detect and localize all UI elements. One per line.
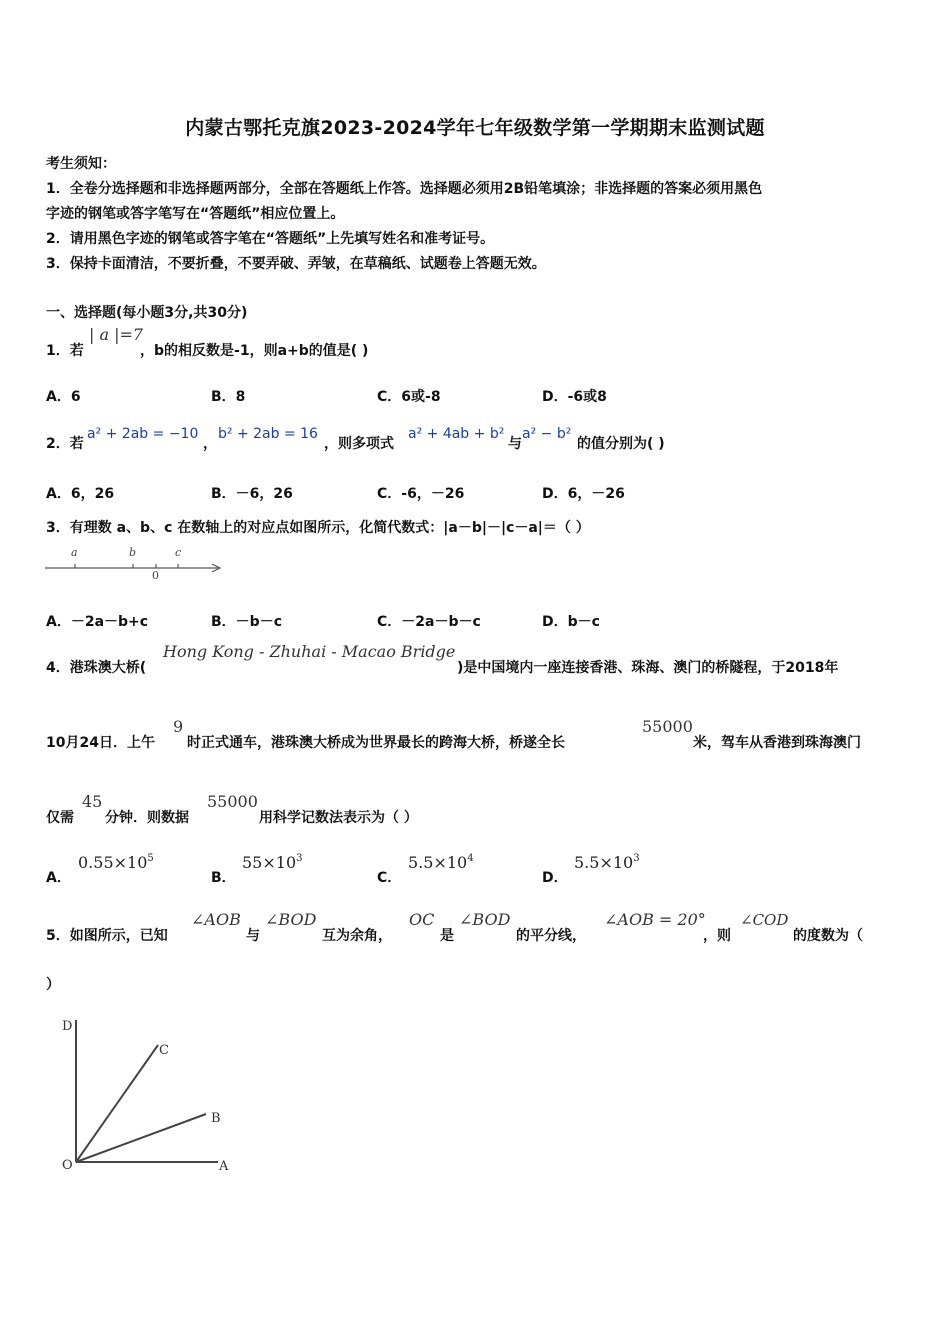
q4-option-c-value: $5.5\times 10^4$: [408, 853, 474, 872]
q3-option-b: B．－b－c: [211, 614, 282, 630]
q4-line2-c: 米，驾车从香港到珠海澳门: [693, 735, 861, 751]
q1-prefix: 1．若: [46, 343, 84, 359]
point-label-c: C: [159, 1043, 169, 1058]
q2-option-d: D．6，－26: [542, 486, 625, 502]
q3-option-c: C．－2a－b－c: [377, 614, 481, 630]
q5-angle-bod-2: ∠BOD: [459, 910, 511, 929]
q2-mid: ，则多项式: [324, 436, 394, 452]
notice-line-1a: 1．全卷分选择题和非选择题两部分，全部在答题纸上作答。选择题必须用2B铅笔填涂；非选择题的答案必须用黑色: [46, 181, 763, 197]
q5-is: 是: [440, 928, 454, 944]
q4-option-b-value: $55\times 10^3$: [242, 853, 303, 872]
q4-option-c-label: C．: [377, 870, 402, 886]
q1-option-d: D．-6或8: [542, 389, 607, 405]
q4-option-b-label: B．: [211, 870, 236, 886]
q2-option-c: C．-6，－26: [377, 486, 465, 502]
q3-option-d: D．b－c: [542, 614, 600, 630]
number-line-figure: [44, 542, 226, 580]
q4-nine: 9: [173, 717, 184, 736]
point-label-d: D: [62, 1019, 73, 1034]
q5-angle-bod: ∠BOD: [265, 910, 317, 929]
q2-option-b: B．－6，26: [211, 486, 293, 502]
q1-suffix: ，b的相反数是-1，则a+b的值是( ): [140, 343, 369, 359]
q4-bridge-name: Hong Kong - Zhuhai - Macao Bridge: [163, 642, 456, 661]
section-heading: 一、选择题(每小题3分,共30分): [46, 305, 248, 321]
q1-option-c: C．6或-8: [377, 389, 441, 405]
q5-complementary: 互为余角，: [322, 928, 392, 944]
q1-option-a: A．6: [46, 389, 81, 405]
notice-line-2: 2．请用黑色字迹的钢笔或答字笔在“答题纸”上先填写姓名和准考证号。: [46, 231, 495, 247]
q5-prefix: 5．如图所示，已知: [46, 928, 168, 944]
q5-ray-oc: OC: [409, 910, 435, 929]
axis-label-a: a: [71, 546, 78, 559]
q2-math-4: a² − b²: [522, 426, 572, 442]
axis-label-zero: 0: [152, 569, 159, 580]
q5-with: 与: [246, 928, 260, 944]
axis-label-c: c: [175, 546, 182, 559]
notice-heading: 考生须知：: [46, 156, 116, 172]
q4-minutes: 45: [82, 792, 103, 811]
q4-option-d-value: $5.5\times 10^3$: [574, 853, 640, 872]
notice-line-1b: 字迹的钢笔或答字笔写在“答题纸”相应位置上。: [46, 206, 345, 222]
q4-length: 55000: [642, 717, 693, 736]
q4-data: 55000: [207, 792, 258, 811]
q5-close-paren: ）: [46, 977, 60, 993]
point-label-b: B: [211, 1111, 221, 1126]
q4-option-a-value: $0.55\times 10^5$: [78, 853, 154, 872]
notice-line-3: 3．保持卡面清洁，不要折叠，不要弄破、弄皱，在草稿纸、试题卷上答题无效。: [46, 256, 546, 272]
q1-math: | a |=7: [89, 325, 144, 344]
q4-line2-a: 10月24日．上午: [46, 735, 155, 751]
q4-prefix: 4．港珠澳大桥(: [46, 660, 147, 676]
q4-option-d-label: D．: [542, 870, 568, 886]
q4-line3-c: 用科学记数法表示为（ ）: [259, 810, 418, 826]
q4-line3-b: 分钟．则数据: [105, 810, 189, 826]
page-title: 内蒙古鄂托克旗2023-2024学年七年级数学第一学期期末监测试题: [185, 117, 765, 139]
point-label-a: A: [219, 1159, 229, 1174]
q2-prefix: 2．若: [46, 436, 84, 452]
q2-option-a: A．6，26: [46, 486, 115, 502]
ray-oc: [76, 1045, 158, 1162]
q5-angle-cod: ∠COD: [740, 911, 789, 929]
q2-suffix: 的值分别为( ): [577, 436, 665, 452]
point-label-o: O: [62, 1158, 73, 1173]
q5-bisector: 的平分线，: [516, 928, 586, 944]
q1-option-b: B．8: [211, 389, 246, 405]
q5-angle-aob: ∠AOB: [191, 910, 241, 929]
q2-math-1: a² + 2ab = −10: [87, 426, 199, 442]
ray-ob: [76, 1114, 206, 1162]
q2-with: 与: [508, 436, 522, 452]
q2-math-2: b² + 2ab = 16: [218, 426, 318, 442]
q2-math-3: a² + 4ab + b²: [408, 426, 505, 442]
q5-suffix: 的度数为（: [793, 928, 863, 944]
q4-line3-a: 仅需: [46, 810, 74, 826]
q5-then: ，则: [703, 928, 731, 944]
q5-angle-aob-20: ∠AOB = 20°: [604, 910, 706, 929]
q4-suffix: )是中国境内一座连接香港、珠海、澳门的桥隧程，于2018年: [457, 660, 839, 676]
q4-line2-b: 时正式通车，港珠澳大桥成为世界最长的跨海大桥，桥遂全长: [187, 735, 565, 751]
q3-text: 3．有理数 a、b、c 在数轴上的对应点如图所示，化简代数式：|a－b|－|c－a|＝（ ）: [46, 520, 590, 536]
axis-label-b: b: [129, 546, 137, 559]
angle-figure: [56, 1012, 241, 1177]
q4-option-a-label: A．: [46, 870, 71, 886]
q3-option-a: A．－2a－b+c: [46, 614, 149, 630]
q2-comma: ，: [203, 436, 217, 452]
